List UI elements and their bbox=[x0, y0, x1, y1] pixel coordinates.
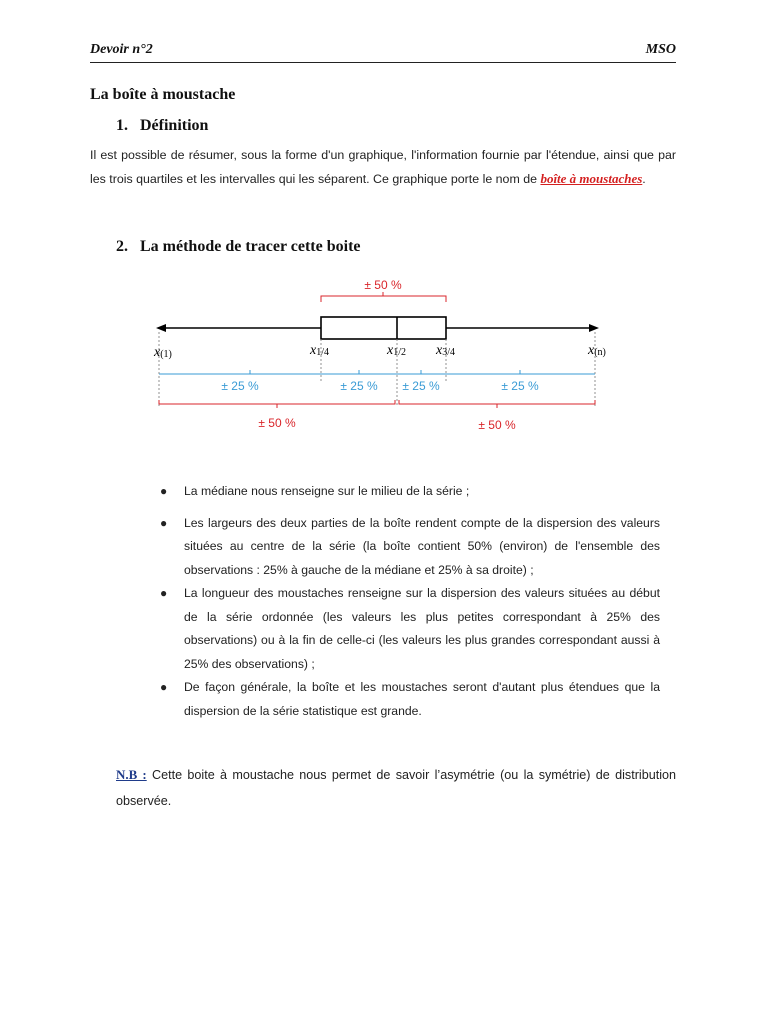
page-title: La boîte à moustache bbox=[90, 86, 236, 103]
section-title: La méthode de tracer cette boite bbox=[140, 238, 361, 255]
definition-paragraph bbox=[90, 143, 676, 191]
top-label: ± 50 % bbox=[364, 278, 402, 292]
quarter-label: ± 25 % bbox=[501, 379, 539, 393]
x-label: x3/4 bbox=[436, 343, 455, 358]
section-number: 2. bbox=[116, 238, 128, 255]
top-bracket bbox=[321, 296, 446, 302]
x-label: x1/2 bbox=[387, 343, 406, 358]
half-label: ± 50 % bbox=[478, 418, 516, 432]
nb-text: Cette boite à moustache nous permet de savoir l’asymétrie (ou la symétrie) de distribution observée. bbox=[116, 768, 677, 808]
list-item-text: De façon générale, la boîte et les moustaches seront d'autant plus étendues que la dispersion de la série statistique est grande. bbox=[184, 680, 660, 718]
x-label: x(n) bbox=[588, 343, 606, 358]
section-heading-definition bbox=[116, 117, 208, 135]
bullet-icon: ● bbox=[160, 680, 168, 694]
section-title: Définition bbox=[140, 117, 209, 134]
list-item bbox=[160, 480, 660, 504]
list-item bbox=[160, 676, 660, 723]
definition-text: Il est possible de résumer, sous la forme d'un graphique, l'information fournie par l'étendue, ainsi que par les trois quartiles et les intervalles qui les séparent. Ce graphique porte le nom de bbox=[90, 148, 676, 186]
quarter-label: ± 25 % bbox=[340, 379, 378, 393]
header-right: MSO bbox=[645, 42, 676, 57]
half-bracket-right bbox=[399, 400, 595, 404]
left-arrow bbox=[156, 324, 166, 332]
box bbox=[321, 317, 446, 339]
list-item-text: La médiane nous renseigne sur le milieu de la série ; bbox=[184, 484, 470, 498]
half-bracket-left bbox=[159, 400, 395, 404]
nb-label: N.B : bbox=[116, 767, 147, 782]
quarter-label: ± 25 % bbox=[221, 379, 259, 393]
right-arrow bbox=[589, 324, 599, 332]
page-header bbox=[90, 42, 676, 63]
list-item bbox=[160, 512, 660, 583]
list-item bbox=[160, 582, 660, 676]
bullet-list bbox=[160, 480, 660, 723]
definition-highlight: boîte à moustaches bbox=[540, 171, 643, 186]
x-label: x(1) bbox=[154, 345, 172, 360]
bullet-icon: ● bbox=[160, 586, 168, 600]
list-item-text: La longueur des moustaches renseigne sur la dispersion des valeurs situées au début de la série ordonnée (les valeurs les plus petites correspondant à 25% des observations) ou à la fin de celle-ci (les valeurs les plus grandes correspondant aussi à 25% des observations) ; bbox=[184, 586, 660, 671]
section-number: 1. bbox=[116, 117, 128, 134]
half-label: ± 50 % bbox=[258, 416, 296, 430]
list-item-text: Les largeurs des deux parties de la boîte rendent compte de la dispersion des valeurs situées au centre de la série (la boîte contient 50% (environ) de l'ensemble des observations : 25% à gauche de la médiane et 25% à sa droite) ; bbox=[184, 515, 660, 577]
bullet-icon: ● bbox=[160, 484, 168, 498]
definition-end: . bbox=[642, 172, 646, 186]
bullet-icon: ● bbox=[160, 515, 168, 530]
boxplot-diagram bbox=[140, 272, 630, 442]
section-heading-method bbox=[116, 238, 361, 256]
quarter-label: ± 25 % bbox=[402, 379, 440, 393]
x-label: x1/4 bbox=[310, 343, 329, 358]
header-left: Devoir n°2 bbox=[90, 42, 153, 57]
nb-paragraph bbox=[116, 762, 676, 814]
